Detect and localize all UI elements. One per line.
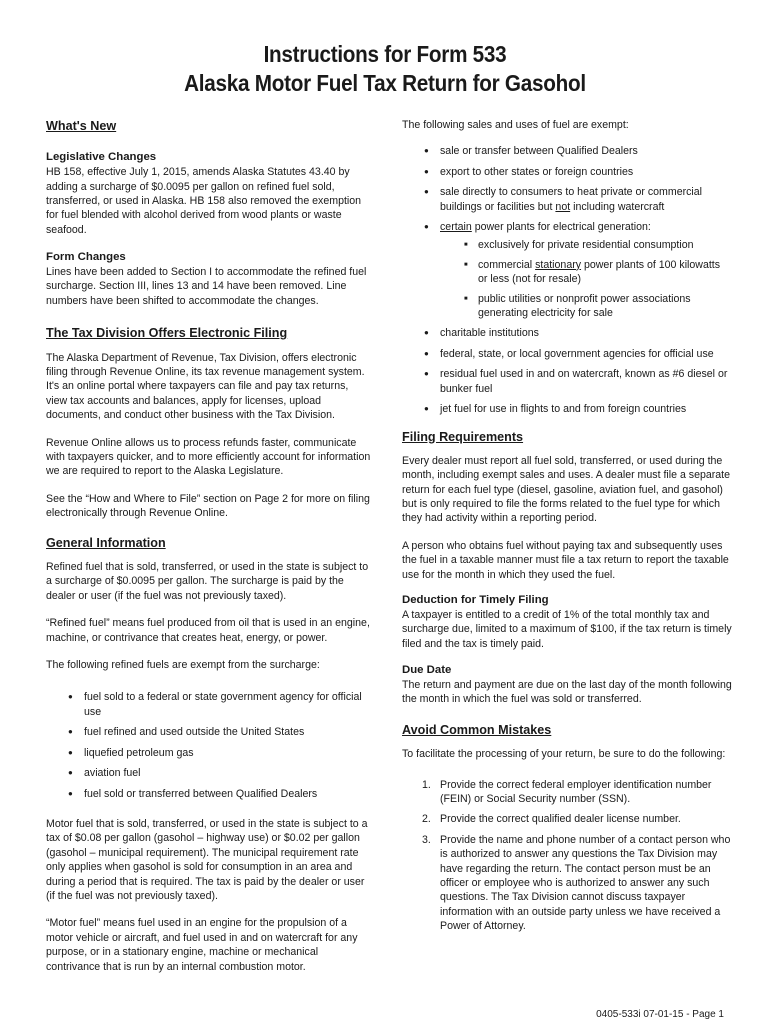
list-item: ● fuel sold or transferred between Qualified Dealers: [68, 787, 371, 801]
list-item: ● residual fuel used in and on watercraft, known as #6 diesel or bunker fuel: [424, 367, 732, 396]
power-plant-sublist: [440, 238, 732, 320]
due-date-text: The return and payment are due on the last day of the month following the month in which the fuel was sold or transferred.: [402, 678, 732, 706]
form-changes-heading: Form Changes: [46, 251, 126, 264]
list-item: ■ public utilities or nonprofit power associations generating electricity for sale: [464, 292, 732, 321]
filing-requirements-heading: Filing Requirements: [402, 429, 524, 444]
list-item: ● sale directly to consumers to heat private or commercial buildings or facilities but not including watercraft: [424, 185, 732, 214]
list-item: ● sale or transfer between Qualified Dealers: [424, 144, 732, 158]
electronic-filing-p3: See the “How and Where to File” section on Page 2 for more on filing electronically through Revenue Online.: [46, 492, 370, 520]
exempt-intro: The following sales and uses of fuel are exempt:: [402, 119, 629, 131]
list-item: ■ exclusively for private residential consumption: [464, 238, 732, 252]
list-item: ● federal, state, or local government agencies for official use: [424, 347, 732, 361]
general-info-p5: “Motor fuel” means fuel used in an engine for the propulsion of a motor vehicle or aircraft, and fuel used in and on watercraft for any purpose, or in a stationary engine, machine or mechanical contrivance that is run by an internal combustion motor.: [46, 917, 358, 973]
deduction-heading: Deduction for Timely Filing: [402, 594, 549, 607]
list-item: ● certain power plants for electrical generation: ■ exclusively for private residential consumption ■ commercial stationary power plants of 100 kilowatts or less (not for resale) ■ public utilities or nonprofit power associations generating electricity for sale: [424, 220, 732, 320]
list-item: ● charitable institutions: [424, 326, 732, 340]
left-column: [46, 118, 371, 987]
due-date-heading: Due Date: [402, 664, 452, 677]
electronic-filing-p1: The Alaska Department of Revenue, Tax Division, offers electronic filing through Revenue Online, its tax revenue management system. It's an online portal where taxpayers can file and pay tax returns, view tax accounts and balances, apply for licenses, upload documents, and conduct other business with the Tax Division.: [46, 351, 365, 422]
filing-requirements-p2: A person who obtains fuel without paying tax and subsequently uses the fuel in a taxable manner must file a tax return to report the taxable use for the month in which they used the fuel.: [402, 539, 729, 581]
electronic-filing-heading: The Tax Division Offers Electronic Filing: [46, 326, 288, 341]
list-item: 3. Provide the name and phone number of a contact person who is authorized to answer any questions the Tax Division may have regarding the return. The contact person must be an officer or employee who is authorized to answer any such questions. The Tax Division cannot discuss taxpayer information with an outside party unless we have received a Power of Attorney.: [422, 833, 731, 933]
right-column: [402, 118, 732, 940]
general-info-p2: “Refined fuel” means fuel produced from oil that is used in an engine, machine, or contrivance that creates heat, energy, or power.: [46, 617, 370, 644]
legislative-changes-heading: Legislative Changes: [46, 151, 157, 164]
legislative-changes-text: HB 158, effective July 1, 2015, amends Alaska Statutes 43.40 by adding a surcharge of $0.0095 per gallon on refined fuel sold, transferred, or used in Alaska. HB 158 also removed the exemption for fuel blended with alcohol derived from wood plants or waste seafood.: [46, 166, 362, 236]
mistakes-steps-list: [402, 778, 732, 934]
general-info-heading: General Information: [46, 535, 166, 550]
deduction-text: A taxpayer is entitled to a credit of 1% of the total monthly tax and surcharge due, limited to a maximum of $100, if the tax return is timely filed and the tax is timely paid.: [402, 608, 732, 650]
list-item: 2. Provide the correct qualified dealer license number.: [422, 813, 681, 826]
list-item: ● aviation fuel: [68, 766, 371, 780]
page-footer: 0405-533i 07-01-15 - Page 1: [596, 1009, 724, 1020]
title-line-2: Alaska Motor Fuel Tax Return for Gasohol: [184, 69, 586, 96]
page-title: [39, 40, 732, 98]
filing-requirements-p1: Every dealer must report all fuel sold, transferred, or used during the month, including exempt sales and uses. A dealer must file a separate return for each fuel type (diesel, gasoline, aviation fuel, and gasohol) but is only required to file the forms related to the fuel type for which they had activity within a reporting period.: [402, 454, 731, 525]
list-item: ■ commercial stationary power plants of 100 kilowatts or less (not for resale): [464, 258, 732, 287]
common-mistakes-intro: To facilitate the processing of your return, be sure to do the following:: [402, 748, 726, 761]
electronic-filing-p2: Revenue Online allows us to process refunds faster, communicate with taxpayers quicker, and to more efficiently account for information we are required to report to the Alaska Legislature.: [46, 436, 371, 478]
list-item: ● fuel sold to a federal or state government agency for official use: [68, 690, 371, 719]
list-item: ● jet fuel for use in flights to and from foreign countries: [424, 402, 732, 416]
general-info-p1: Refined fuel that is sold, transferred, or used in the state is subject to a surcharge of $0.0095 per gallon. The surcharge is paid by the dealer or user (if the fuel was not previously taxed).: [46, 561, 369, 602]
title-line-1: Instructions for Form 533: [263, 41, 507, 67]
exempt-uses-list: [402, 144, 732, 416]
list-item: ● liquefied petroleum gas: [68, 746, 371, 760]
general-info-p4: Motor fuel that is sold, transferred, or used in the state is subject to a tax of $0.08 per gallon (gasohol – highway use) or $0.02 per gallon (gasohol – municipal requirement). The municipal requirement rate only applies when gasohol is sold for consumption in an area and during a period that is required. The tax is paid by the dealer or user (if the fuel was not previously taxed).: [46, 817, 368, 902]
general-info-p3: The following refined fuels are exempt from the surcharge:: [46, 659, 320, 672]
whats-new-heading: What's New: [46, 119, 117, 133]
surcharge-exempt-list: [46, 690, 371, 800]
list-item: 1. Provide the correct federal employer identification number (FEIN) or Social Security number (SSN).: [422, 778, 712, 805]
form-changes-text: Lines have been added to Section I to accommodate the refined fuel surcharge. Section III, lines 13 and 14 have been removed. Line numbers have been shifted to accommodate the changes.: [46, 266, 367, 307]
list-item: ● fuel refined and used outside the United States: [68, 725, 371, 739]
list-item: ● export to other states or foreign countries: [424, 165, 732, 179]
common-mistakes-heading: Avoid Common Mistakes: [402, 722, 552, 737]
